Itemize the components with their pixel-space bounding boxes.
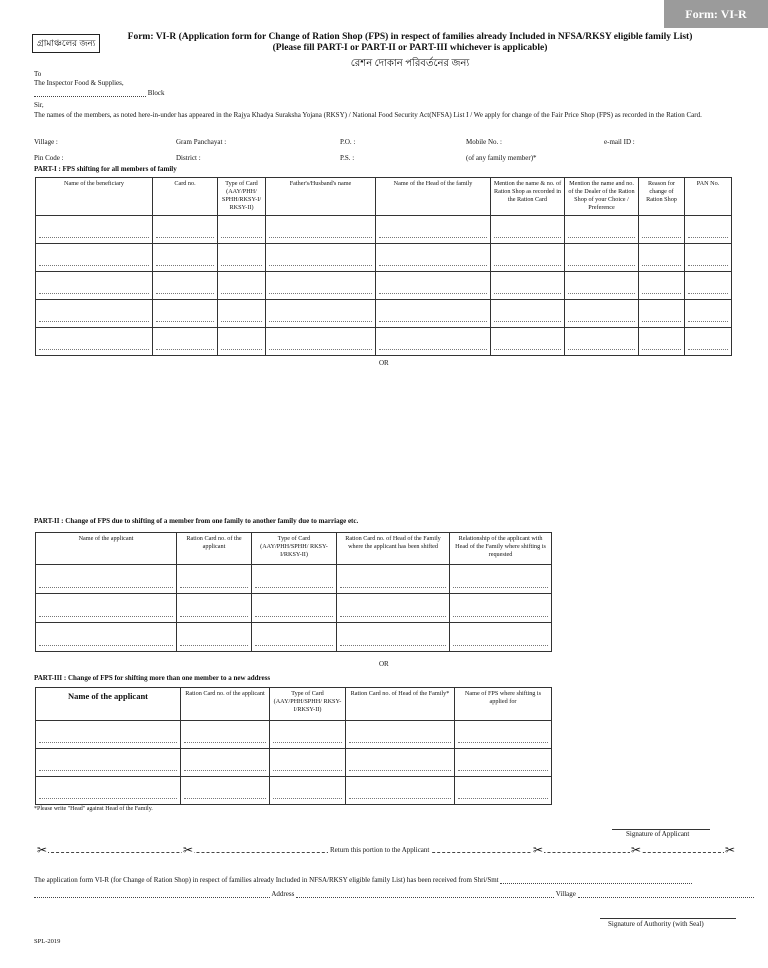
address-line <box>34 890 754 898</box>
table-cell[interactable] <box>565 216 639 244</box>
scissors-icon: ✂ <box>631 843 642 857</box>
fill-line <box>39 770 177 771</box>
fill-line <box>688 237 728 238</box>
table-row <box>36 272 732 300</box>
table-cell[interactable] <box>639 216 685 244</box>
table-row <box>36 244 732 272</box>
table-cell[interactable] <box>455 749 552 777</box>
scissors-icon: ✂ <box>37 843 48 857</box>
fill-line <box>379 293 487 294</box>
table-cell[interactable] <box>177 623 252 652</box>
table-cell[interactable] <box>685 300 732 328</box>
fill-line <box>221 293 262 294</box>
table-cell[interactable] <box>491 244 565 272</box>
table-row <box>36 749 552 777</box>
fill-line <box>494 293 561 294</box>
form-title-bengali: রেশন দোকান পরিবর্তনের জন্য <box>350 58 470 69</box>
fill-line <box>642 293 681 294</box>
table-cell[interactable] <box>36 749 181 777</box>
scissors-icon: ✂ <box>533 843 544 857</box>
table-cell[interactable] <box>491 300 565 328</box>
part2-table <box>35 532 552 652</box>
table-cell[interactable] <box>36 328 153 356</box>
fill-line <box>156 293 214 294</box>
part3-header: Ration Card no. of the applicant <box>181 688 270 721</box>
table-cell[interactable] <box>376 272 491 300</box>
fill-line <box>494 349 561 350</box>
part3-header-row <box>36 688 552 721</box>
table-cell[interactable] <box>565 300 639 328</box>
fill-line <box>494 237 561 238</box>
village-input-line[interactable] <box>578 897 754 898</box>
fill-line <box>379 265 487 266</box>
table-cell[interactable] <box>346 721 455 749</box>
table-cell[interactable] <box>153 244 218 272</box>
part3-heading: PART-III : Change of FPS for shifting more than one member to a new address <box>34 674 271 682</box>
form-tag: Form: VI-R <box>664 0 768 28</box>
signature-applicant-label: Signature of Applicant <box>626 830 690 838</box>
fill-line <box>642 349 681 350</box>
fill-line <box>379 349 487 350</box>
fill-line <box>255 616 333 617</box>
table-cell[interactable] <box>346 749 455 777</box>
fill-line <box>379 237 487 238</box>
table-cell[interactable] <box>177 565 252 594</box>
village-label: Village <box>555 890 576 898</box>
table-cell[interactable] <box>36 216 153 244</box>
fill-line <box>39 645 173 646</box>
fill-line <box>255 587 333 588</box>
table-cell[interactable] <box>491 216 565 244</box>
receipt-text <box>34 876 692 884</box>
table-row <box>36 216 732 244</box>
part1-header: Reason for change of Ration Shop <box>639 178 685 216</box>
part1-header: Card no. <box>153 178 218 216</box>
fill-line <box>221 265 262 266</box>
table-cell[interactable] <box>455 721 552 749</box>
table-cell[interactable] <box>376 244 491 272</box>
table-cell[interactable] <box>491 328 565 356</box>
table-cell[interactable] <box>181 749 270 777</box>
table-cell[interactable] <box>252 623 337 652</box>
fill-line <box>688 293 728 294</box>
part1-header: Mention the name & no. of Ration Shop as recorded in the Ration Card <box>491 178 565 216</box>
authority-signature-line[interactable] <box>600 918 736 919</box>
table-cell[interactable] <box>36 623 177 652</box>
address-input-line-2[interactable] <box>296 897 554 898</box>
table-cell[interactable] <box>685 216 732 244</box>
table-cell[interactable] <box>36 300 153 328</box>
table-cell[interactable] <box>685 272 732 300</box>
table-cell[interactable] <box>346 777 455 805</box>
table-cell[interactable] <box>153 272 218 300</box>
fill-line <box>184 770 266 771</box>
part1-header: Father's/Husband's name <box>266 178 376 216</box>
table-cell[interactable] <box>685 244 732 272</box>
fill-line <box>156 265 214 266</box>
table-cell[interactable] <box>181 721 270 749</box>
fill-line <box>180 587 248 588</box>
fill-line <box>453 587 548 588</box>
table-cell[interactable] <box>639 328 685 356</box>
part2-header: Name of the applicant <box>36 533 177 565</box>
scissors-icon: ✂ <box>725 843 736 857</box>
table-row <box>36 565 552 594</box>
or-label-1: OR <box>379 359 389 367</box>
fill-line <box>568 293 635 294</box>
table-cell[interactable] <box>266 244 376 272</box>
to-label: To <box>34 70 42 78</box>
address-label: Address <box>271 890 295 898</box>
fill-line <box>494 265 561 266</box>
fill-line <box>255 645 333 646</box>
table-cell[interactable] <box>181 777 270 805</box>
or-label-2: OR <box>379 660 389 668</box>
table-cell[interactable] <box>376 216 491 244</box>
part1-table <box>35 177 732 356</box>
fill-line <box>39 349 149 350</box>
table-row <box>36 300 732 328</box>
fill-line <box>184 798 266 799</box>
part2-header: Ration Card no. of Head of the Family where the applicant has been shifted <box>337 533 450 565</box>
table-cell[interactable] <box>266 300 376 328</box>
table-cell[interactable] <box>218 272 266 300</box>
fill-line <box>39 321 149 322</box>
part1-heading: PART-I : FPS shifting for all members of family <box>34 165 177 173</box>
rural-label: গ্রামাঞ্চলের জন্য <box>32 34 100 53</box>
return-text: Return this portion to the Applicant <box>330 846 430 854</box>
fill-line <box>453 645 548 646</box>
fill-line <box>379 321 487 322</box>
table-cell[interactable] <box>565 328 639 356</box>
block-line <box>34 89 164 97</box>
mobile-field: Mobile No. : <box>466 138 502 146</box>
email-field: e-mail ID : <box>604 138 635 146</box>
table-cell[interactable] <box>376 300 491 328</box>
part3-header: Name of the applicant <box>36 688 181 721</box>
fill-line <box>39 742 177 743</box>
intro-text: The names of the members, as noted here-in-under has appeared in the Rajya Khadya Suraksha Yojana (RKSY) / National Food Security Act(NFSA) List I / We apply for change of the Fair Price Shop (FPS) as recorded in the Ration Card. <box>34 111 702 119</box>
part2-header: Relationship of the applicant with Head of the Family where shifting is requested <box>450 533 552 565</box>
part3-header: Ration Card no. of Head of the Family* <box>346 688 455 721</box>
part1-header: PAN No. <box>685 178 732 216</box>
table-row <box>36 777 552 805</box>
fill-line <box>453 616 548 617</box>
district-field: District : <box>176 154 201 162</box>
form-subtitle: (Please fill PART-I or PART-II or PART-III whichever is applicable) <box>272 43 548 53</box>
fill-line <box>39 587 173 588</box>
fill-line <box>39 237 149 238</box>
part2-header-row <box>36 533 552 565</box>
table-cell[interactable] <box>639 300 685 328</box>
pincode-field: Pin Code : <box>34 154 64 162</box>
table-cell[interactable] <box>455 777 552 805</box>
fill-line <box>642 321 681 322</box>
table-cell[interactable] <box>153 216 218 244</box>
part2-header: Type of Card (AAY/PHH/SPHH/ RKSY-I/RKSY-II) <box>252 533 337 565</box>
table-cell[interactable] <box>685 328 732 356</box>
table-cell[interactable] <box>36 721 181 749</box>
fill-line <box>340 587 446 588</box>
fill-line <box>273 742 342 743</box>
table-cell[interactable] <box>36 565 177 594</box>
part2-header: Ration Card no. of the applicant <box>177 533 252 565</box>
any-member-note: (of any family member)* <box>466 154 537 162</box>
fill-line <box>568 349 635 350</box>
table-cell[interactable] <box>36 777 181 805</box>
table-cell[interactable] <box>177 594 252 623</box>
table-cell[interactable] <box>337 623 450 652</box>
table-cell[interactable] <box>450 565 552 594</box>
fill-line <box>688 321 728 322</box>
village-field: Village : <box>34 138 58 146</box>
fill-line <box>269 293 372 294</box>
fill-line <box>156 321 214 322</box>
table-cell[interactable] <box>639 272 685 300</box>
table-row <box>36 721 552 749</box>
table-row <box>36 594 552 623</box>
table-cell[interactable] <box>270 749 346 777</box>
sir-label: Sir, <box>34 101 44 109</box>
part1-header: Name of the beneficiary <box>36 178 153 216</box>
table-cell[interactable] <box>450 594 552 623</box>
table-cell[interactable] <box>36 272 153 300</box>
table-cell[interactable] <box>270 721 346 749</box>
fill-line <box>642 265 681 266</box>
fill-line <box>221 349 262 350</box>
fill-line <box>494 321 561 322</box>
table-cell[interactable] <box>450 623 552 652</box>
fill-line <box>39 265 149 266</box>
table-cell[interactable] <box>376 328 491 356</box>
fill-line <box>269 265 372 266</box>
table-cell[interactable] <box>337 565 450 594</box>
ps-field: P.S. : <box>340 154 355 162</box>
po-field: P.O. : <box>340 138 356 146</box>
table-cell[interactable] <box>218 216 266 244</box>
footnote: *Please write "Head" against Head of the Family. <box>34 806 153 812</box>
fill-line <box>568 321 635 322</box>
part1-header: Name of the Head of the family <box>376 178 491 216</box>
scissors-icon: ✂ <box>183 843 194 857</box>
table-cell[interactable] <box>491 272 565 300</box>
fill-line <box>458 742 548 743</box>
inspector-label: The Inspector Food & Supplies, <box>34 79 124 87</box>
fill-line <box>273 798 342 799</box>
table-row <box>36 623 552 652</box>
signature-authority-label: Signature of Authority (with Seal) <box>608 920 704 928</box>
fill-line <box>642 237 681 238</box>
fill-line <box>340 616 446 617</box>
form-title: Form: VI-R (Application form for Change of Ration Shop (FPS) in respect of families already Included in NFSA/RKSY eligible family List) <box>127 32 693 42</box>
fill-line <box>221 321 262 322</box>
fill-line <box>269 321 372 322</box>
receipt-sentence: The application form VI-R (for Change of Ration Shop) in respect of families already Included in NFSA/RKSY eligible family List) has been received from Shri/Smt <box>34 876 499 884</box>
table-cell[interactable] <box>252 565 337 594</box>
fill-line <box>458 770 548 771</box>
part3-table <box>35 687 552 805</box>
part3-header: Type of Card (AAY/PHH/SPHH/ RKSY-I/RKSY-II) <box>270 688 346 721</box>
fill-line <box>458 798 548 799</box>
fill-line <box>39 293 149 294</box>
fill-line <box>180 645 248 646</box>
gram-panchayat-field: Gram Panchayat : <box>176 138 227 146</box>
part2-heading: PART-II : Change of FPS due to shifting of a member from one family to another family due to marriage etc. <box>34 517 359 525</box>
fill-line <box>156 349 214 350</box>
part1-header: Mention the name and no. of the Dealer of the Ration Shop of your Choice / Preference <box>565 178 639 216</box>
fill-line <box>349 770 451 771</box>
fill-line <box>269 237 372 238</box>
table-cell[interactable] <box>36 244 153 272</box>
table-cell[interactable] <box>153 328 218 356</box>
table-cell[interactable] <box>266 272 376 300</box>
table-cell[interactable] <box>337 594 450 623</box>
footer-code: SPL-2019 <box>34 938 61 945</box>
applicant-name-line[interactable] <box>500 883 692 884</box>
table-cell[interactable] <box>639 244 685 272</box>
table-cell[interactable] <box>218 300 266 328</box>
fill-line <box>340 645 446 646</box>
fill-line <box>221 237 262 238</box>
fill-line <box>273 770 342 771</box>
fill-line <box>184 742 266 743</box>
block-label: Block <box>147 89 165 97</box>
fill-line <box>568 237 635 238</box>
table-cell[interactable] <box>218 244 266 272</box>
table-cell[interactable] <box>266 216 376 244</box>
fill-line <box>180 616 248 617</box>
table-row <box>36 328 732 356</box>
fill-line <box>39 616 173 617</box>
table-cell[interactable] <box>218 328 266 356</box>
address-input-line[interactable] <box>34 897 270 898</box>
table-cell[interactable] <box>565 244 639 272</box>
table-cell[interactable] <box>266 328 376 356</box>
part3-header: Name of FPS where shifting is applied for <box>455 688 552 721</box>
block-input-line[interactable] <box>34 96 146 97</box>
table-cell[interactable] <box>36 594 177 623</box>
fill-line <box>156 237 214 238</box>
table-cell[interactable] <box>153 300 218 328</box>
part1-header: Type of Card (AAY/PHH/ SPHH/RKSY-I/ RKSY-II) <box>218 178 266 216</box>
fill-line <box>688 349 728 350</box>
fill-line <box>349 798 451 799</box>
fill-line <box>688 265 728 266</box>
fill-line <box>39 798 177 799</box>
table-cell[interactable] <box>252 594 337 623</box>
table-cell[interactable] <box>565 272 639 300</box>
fill-line <box>269 349 372 350</box>
fill-line <box>349 742 451 743</box>
table-cell[interactable] <box>270 777 346 805</box>
part1-header-row <box>36 178 732 216</box>
fill-line <box>568 265 635 266</box>
